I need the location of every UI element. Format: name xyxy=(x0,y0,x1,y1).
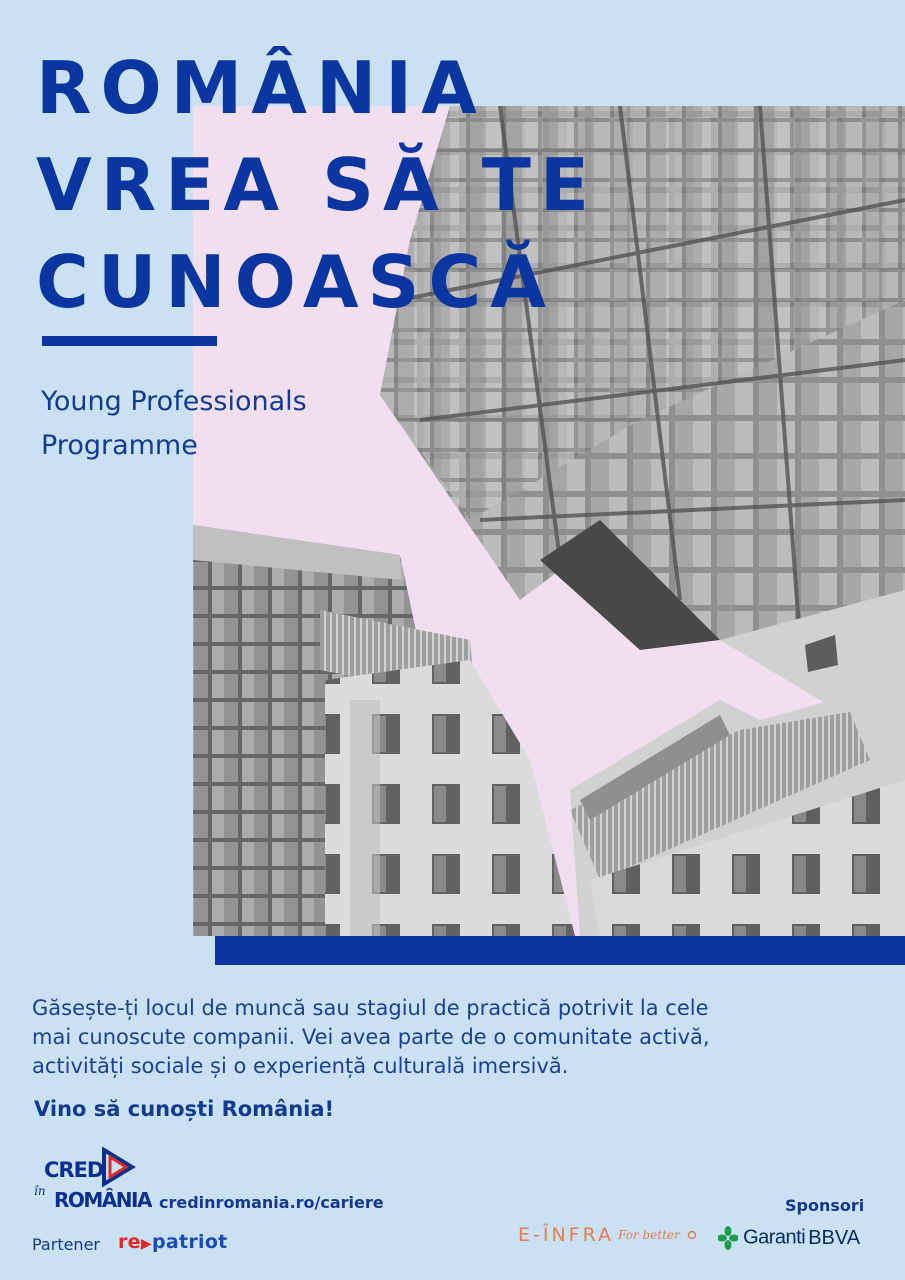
logo-in-text: în xyxy=(34,1184,46,1198)
logo-cred-text: CRED xyxy=(44,1158,104,1182)
title-line-1: ROMÂNIA xyxy=(36,46,486,130)
clover-icon xyxy=(718,1226,738,1250)
logo-romania-text: ROMÂNIA xyxy=(54,1188,151,1212)
title-line-3: CUNOASCĂ xyxy=(36,240,555,324)
cred-in-romania-logo xyxy=(32,1145,152,1215)
description-line-1: Găsește-ți locul de muncă sau stagiul de practică potrivit la cele xyxy=(32,996,709,1020)
einfra-dot-icon xyxy=(685,1228,699,1242)
description-line-2: mai cunoscute companii. Vei avea parte de o comunitate activă, xyxy=(32,1025,710,1049)
garanti-bbva-logo xyxy=(718,1226,860,1256)
einfra-tagline: For better xyxy=(618,1228,680,1242)
main-title xyxy=(36,40,598,331)
accent-bar xyxy=(215,936,905,965)
einfra-name: E-ÎNFRA xyxy=(518,1224,615,1246)
repatriot-re: re xyxy=(118,1231,141,1253)
repatriot-logo xyxy=(118,1231,228,1253)
garanti-name: Garanti xyxy=(743,1226,806,1249)
bbva-name: BBVA xyxy=(808,1226,861,1249)
description-line-3: activități sociale și o experiență culturală imersivă. xyxy=(32,1054,569,1078)
description-text xyxy=(32,994,792,1081)
arrow-icon: ▶ xyxy=(140,1236,152,1252)
subtitle-line-1: Young Professionals xyxy=(41,386,307,417)
title-line-2: VREA SĂ TE xyxy=(36,143,599,227)
call-to-action: Vino să cunoști România! xyxy=(34,1097,335,1121)
programme-subtitle xyxy=(41,380,307,468)
sponsors-label: Sponsori xyxy=(785,1196,865,1215)
website-link[interactable]: credinromania.ro/cariere xyxy=(159,1193,384,1212)
subtitle-line-2: Programme xyxy=(41,430,198,461)
repatriot-patriot: patriot xyxy=(151,1231,228,1253)
title-divider xyxy=(42,336,217,346)
einfra-logo xyxy=(518,1224,699,1258)
partner-label: Partener xyxy=(32,1235,100,1254)
